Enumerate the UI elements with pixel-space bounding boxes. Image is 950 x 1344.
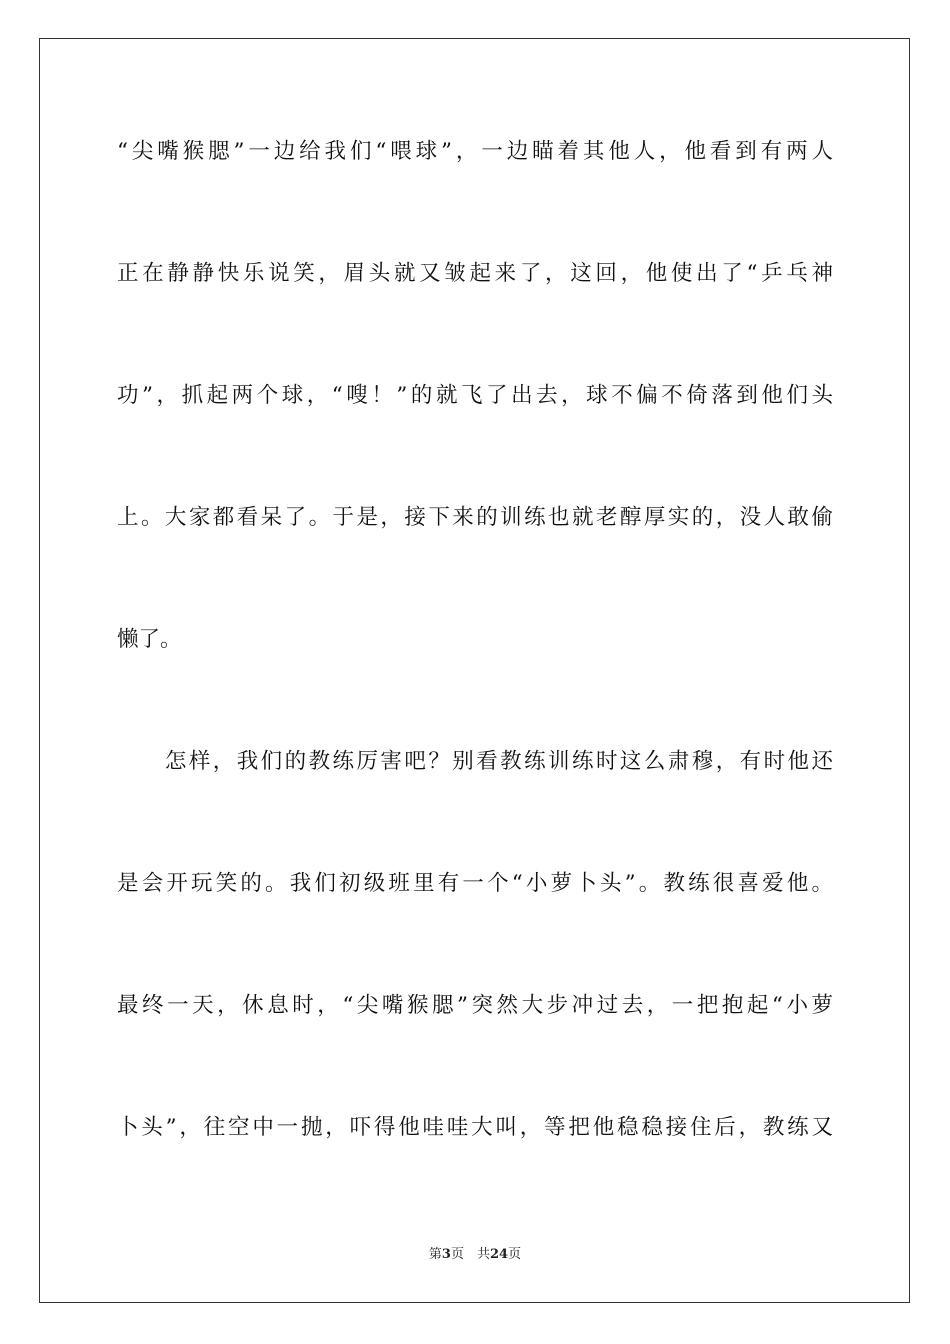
body-text-line-7: 是会开玩笑的。我们初级班里有一个“小萝卜头”。教练很喜爱他。 xyxy=(117,871,833,896)
footer-page-number: 3 xyxy=(441,1247,451,1262)
body-text-line-2: 正在静静快乐说笑，眉头就又皱起来了，这回，他使出了“乒乓神 xyxy=(117,261,833,286)
footer-total-number: 24 xyxy=(489,1247,509,1262)
footer-total-suffix: 页 xyxy=(508,1247,522,1262)
body-text-line-9: 卜头”，往空中一抛，吓得他哇哇大叫，等把他稳稳接住后，教练又 xyxy=(117,1115,833,1140)
body-text-line-6: 怎样，我们的教练厉害吧？别看教练训练时这么肃穆，有时他还 xyxy=(117,749,833,774)
footer-total-prefix: 共 xyxy=(476,1247,490,1262)
body-text-line-1: “尖嘴猴腮”一边给我们“喂球”，一边瞄着其他人，他看到有两人 xyxy=(117,139,833,164)
body-text-line-5: 懒了。 xyxy=(117,627,182,652)
footer-page-prefix: 第 xyxy=(428,1247,442,1262)
body-text-line-8: 最终一天，休息时，“尖嘴猴腮”突然大步冲过去，一把抱起“小萝 xyxy=(117,993,833,1018)
body-text-line-3: 功”，抓起两个球，“嗖！”的就飞了出去，球不偏不倚落到他们头 xyxy=(117,383,833,408)
footer-page-suffix: 页 xyxy=(450,1247,464,1262)
page-footer xyxy=(0,1246,950,1264)
body-text-line-4: 上。大家都看呆了。于是，接下来的训练也就老醇厚实的，没人敢偷 xyxy=(117,505,833,530)
